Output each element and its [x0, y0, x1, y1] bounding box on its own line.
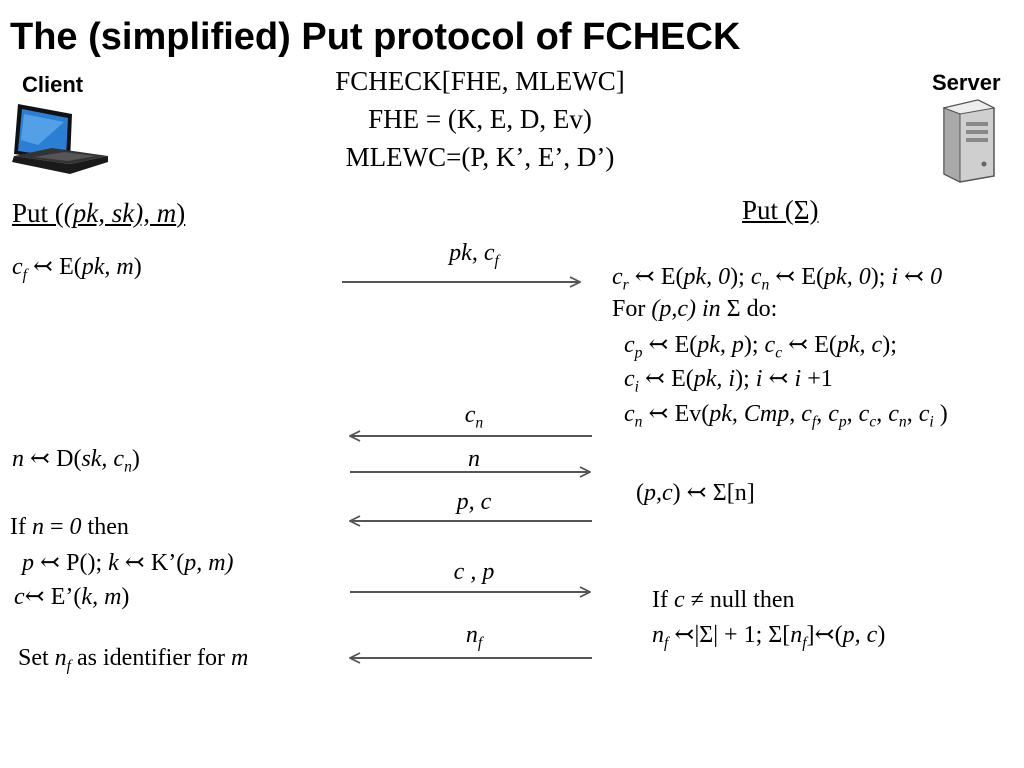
client-c-line: c↢ E’(k, m) [14, 584, 130, 610]
message-label-2: $c_n$ [464, 402, 484, 432]
page-title: The (simplified) Put protocol of FCHECK [10, 16, 741, 58]
header-line-2: FHE = (K, E, D, Ev) [368, 104, 592, 134]
server-for-line: For (p,c) in Σ do: [612, 296, 778, 322]
server-put-heading: Put (Σ) [742, 195, 819, 225]
client-p-line: p ↢ P(); k ↢ K’(p, m) [22, 550, 234, 576]
message-label-5: c , p [453, 559, 495, 585]
client-step-encrypt: $c_f$ ↢ E(pk, m) [12, 254, 142, 284]
message-label-3: n [468, 446, 480, 472]
client-if-line: If n = 0 then [10, 514, 129, 540]
header-line-3: MLEWC=(P, K’, E’, D’) [345, 142, 615, 172]
server-ci-line: $c_i$ ↢ E(pk, i); i ↢ i +1 [624, 366, 833, 396]
message-label-1: pk, $c_f$ [449, 240, 499, 270]
client-set-line: Set $n_f$ as identifier for m [18, 645, 249, 675]
client-label: Client [22, 72, 84, 97]
server-init-line: $c_r$ ↢ E(pk, 0); $c_n$ ↢ E(pk, 0); i ↢ 0 [612, 264, 943, 294]
message-label-6: $n_f$ [465, 622, 483, 652]
server-if-null-line: If c ≠ null then [652, 587, 795, 613]
header-line-1: FCHECK[FHE, MLEWC] [335, 66, 625, 96]
server-pc-line: (p,c) ↢ Σ[n] [636, 480, 755, 506]
server-cp-line: $c_p$ ↢ E(pk, p); $c_c$ ↢ E(pk, c); [624, 332, 897, 362]
server-nf-line: $n_f$ ↢|Σ| + 1; $\Sigma[n_f]↢(p$, c) [652, 622, 886, 652]
message-label-4: p, c [456, 489, 492, 515]
server-cn-line: $c_n$ ↢ Ev(pk, Cmp, $c_f$, $c_p$, $c_c$, $c_n$, $c_i$ ) [624, 401, 948, 431]
client-step-decrypt: n ↢ D(sk, $c_n$) [12, 446, 140, 476]
client-put-heading: Put ((pk, sk), m) [12, 198, 186, 228]
server-label: Server [932, 70, 1001, 95]
